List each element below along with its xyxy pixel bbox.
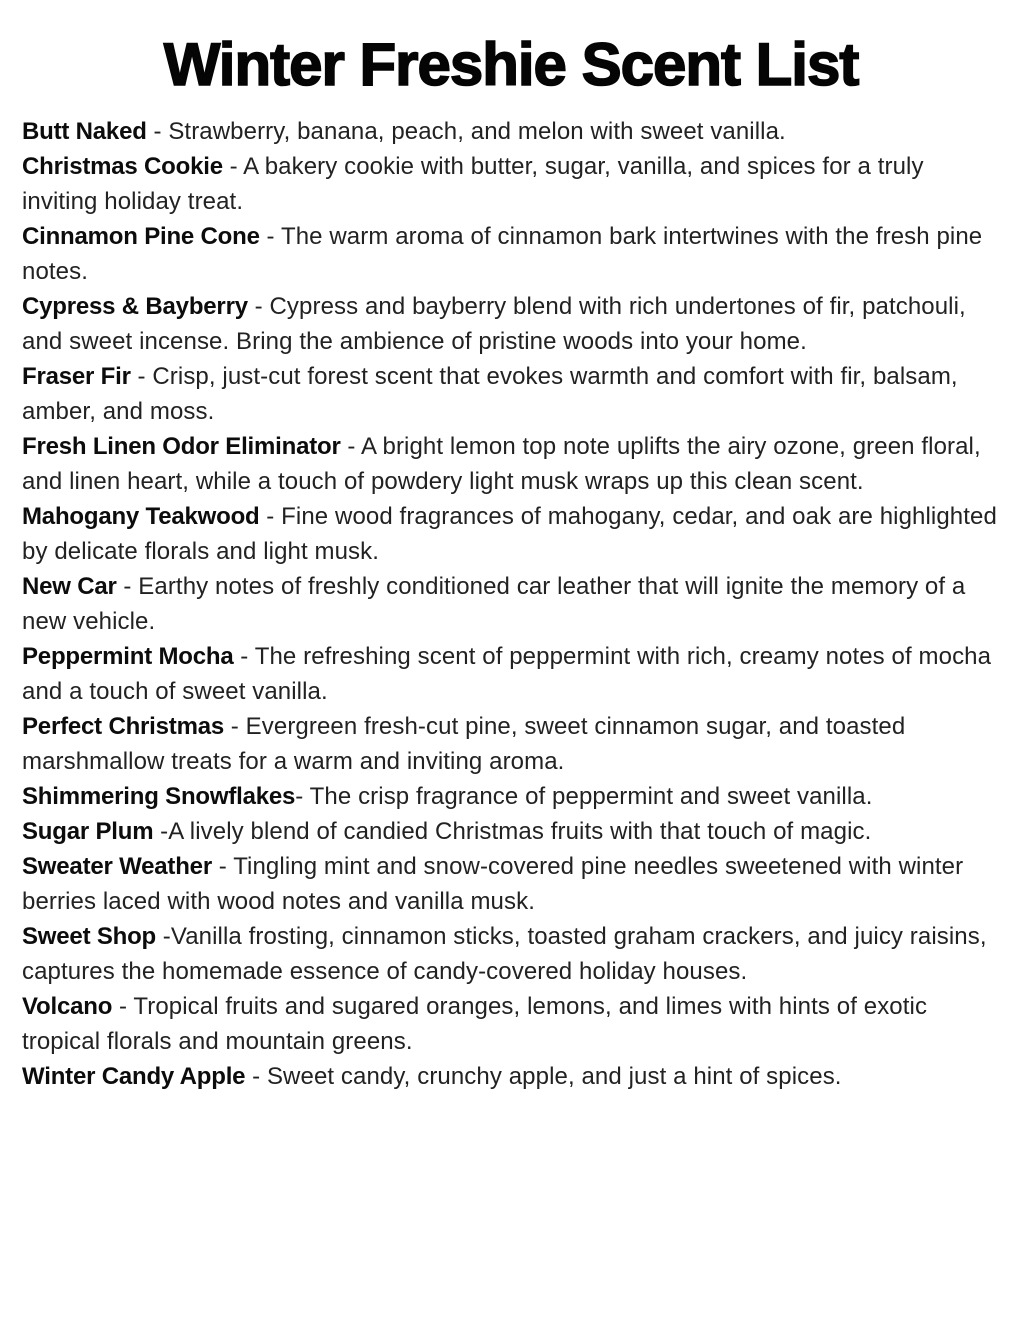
scent-separator: - <box>245 1063 267 1090</box>
page-title: Winter Freshie Scent List <box>163 31 859 98</box>
scent-description: A lively blend of candied Christmas fruits with that touch of magic. <box>168 818 872 845</box>
scent-separator: - <box>222 153 244 180</box>
scent-description: The refreshing scent of peppermint with rich, creamy notes of mocha and a touch of sweet vanilla. <box>22 643 998 705</box>
scent-name: Mahogany Teakwood <box>22 503 260 530</box>
scent-separator: - <box>153 818 169 845</box>
scent-entry <box>22 639 1000 709</box>
scent-list <box>22 114 1004 1094</box>
scent-name: Volcano <box>22 993 113 1020</box>
scent-separator: - <box>156 923 171 950</box>
scent-entry <box>22 709 1000 779</box>
scent-entry <box>22 814 1000 849</box>
scent-separator: - <box>340 433 361 460</box>
scent-description: Tingling mint and snow-covered pine needles sweetened with winter berries laced with wood notes and vanilla musk. <box>22 853 970 915</box>
scent-entry <box>22 1059 1000 1094</box>
scent-separator: - <box>233 643 255 670</box>
scent-entry <box>22 779 1000 814</box>
scent-entry <box>22 359 1000 429</box>
scent-name: Fraser Fir <box>22 363 131 390</box>
scent-separator: - <box>247 293 270 320</box>
scent-name: Sweet Shop <box>22 923 157 950</box>
scent-description: Earthy notes of freshly conditioned car leather that will ignite the memory of a new vehicle. <box>22 573 973 635</box>
scent-name: Cinnamon Pine Cone <box>22 223 260 250</box>
scent-entry <box>22 149 1000 219</box>
scent-name: New Car <box>22 573 117 600</box>
scent-entry <box>22 114 1000 149</box>
scent-description: Fine wood fragrances of mahogany, cedar, and oak are highlighted by delicate florals and light musk. <box>22 503 1004 565</box>
scent-separator: - <box>259 223 281 250</box>
scent-separator: - <box>295 783 310 810</box>
scent-entry <box>22 499 1004 569</box>
scent-description: Tropical fruits and sugared oranges, lemons, and limes with hints of exotic tropical florals and mountain greens. <box>22 993 934 1055</box>
scent-entry <box>22 429 1000 499</box>
scent-name: Fresh Linen Odor Eliminator <box>22 433 341 460</box>
scent-name: Cypress & Bayberry <box>22 293 248 320</box>
scent-separator: - <box>211 853 234 880</box>
scent-description: Evergreen fresh-cut pine, sweet cinnamon sugar, and toasted marshmallow treats for a warm and inviting aroma. <box>22 713 913 775</box>
scent-description: Cypress and bayberry blend with rich undertones of fir, patchouli, and sweet incense. Bring the ambience of pristine woods into your home. <box>22 293 973 355</box>
scent-description: Vanilla frosting, cinnamon sticks, toasted graham crackers, and juicy raisins, captures the homemade essence of candy-covered holiday houses. <box>22 923 994 985</box>
scent-separator: - <box>116 573 139 600</box>
scent-description: A bakery cookie with butter, sugar, vanilla, and spices for a truly inviting holiday treat. <box>22 153 931 215</box>
scent-entry <box>22 919 1000 989</box>
scent-separator: - <box>146 118 169 145</box>
scent-description: Strawberry, banana, peach, and melon with sweet vanilla. <box>168 118 786 145</box>
scent-separator: - <box>130 363 153 390</box>
scent-entry <box>22 289 1000 359</box>
scent-entry <box>22 569 1000 639</box>
scent-name: Sweater Weather <box>22 853 212 880</box>
scent-description: The warm aroma of cinnamon bark intertwines with the fresh pine notes. <box>22 223 990 285</box>
scent-name: Christmas Cookie <box>22 153 223 180</box>
scent-description: Crisp, just-cut forest scent that evokes warmth and comfort with fir, balsam, amber, and moss. <box>22 363 965 425</box>
scent-entry <box>22 219 1000 289</box>
scent-separator: - <box>112 993 134 1020</box>
scent-name: Peppermint Mocha <box>22 643 234 670</box>
scent-entry <box>22 849 1000 919</box>
scent-description: Sweet candy, crunchy apple, and just a hint of spices. <box>266 1063 842 1090</box>
scent-description: The crisp fragrance of peppermint and sweet vanilla. <box>309 783 873 810</box>
scent-separator: - <box>259 503 282 530</box>
scent-name: Sugar Plum <box>22 818 154 845</box>
scent-name: Butt Naked <box>22 118 147 145</box>
scent-entry <box>22 989 1000 1059</box>
scent-separator: - <box>224 713 246 740</box>
scent-description: A bright lemon top note uplifts the airy ozone, green floral, and linen heart, while a touch of powdery light musk wraps up this clean scent. <box>22 433 988 495</box>
scent-name: Perfect Christmas <box>22 713 225 740</box>
scent-name: Winter Candy Apple <box>22 1063 246 1090</box>
scent-name: Shimmering Snowflakes <box>22 783 296 810</box>
